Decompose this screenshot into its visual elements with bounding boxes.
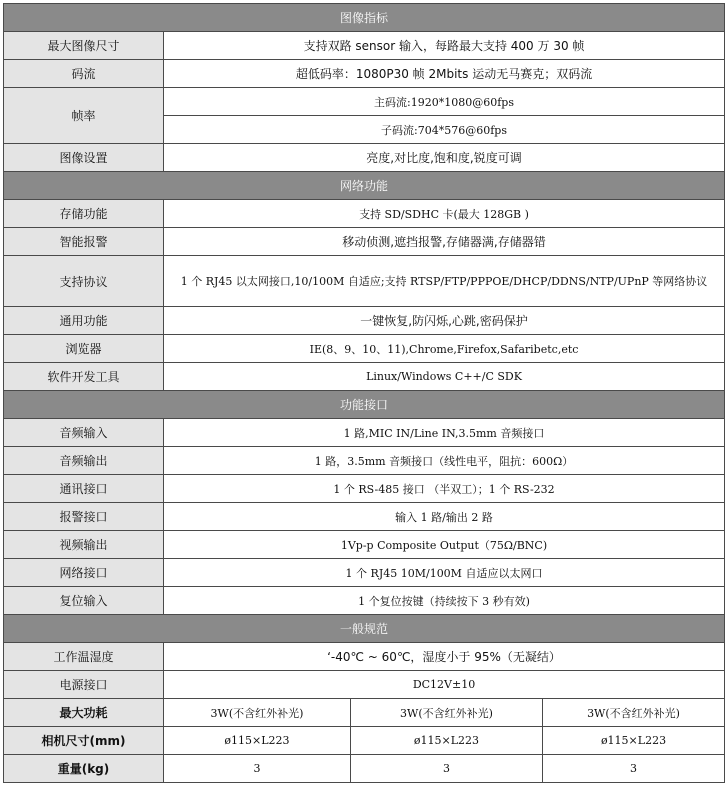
row-value: 1 个复位按键（持续按下 3 秒有效) — [164, 587, 725, 615]
row-value: 3W(不含红外补光) — [351, 699, 543, 727]
table-row — [4, 587, 725, 615]
row-value: 3W(不含红外补光) — [543, 699, 725, 727]
row-label: 音频输出 — [4, 447, 164, 475]
table-row — [4, 363, 725, 391]
table-row — [4, 755, 725, 783]
row-label: 网络接口 — [4, 559, 164, 587]
table-row — [4, 475, 725, 503]
table-row — [4, 643, 725, 671]
section-title: 功能接口 — [4, 391, 725, 419]
row-label: 存储功能 — [4, 200, 164, 228]
row-label: 工作温湿度 — [4, 643, 164, 671]
row-value: ø115×L223 — [164, 727, 351, 755]
spec-table — [3, 3, 725, 783]
row-value: 1 路,MIC IN/Line IN,3.5mm 音频接口 — [164, 419, 725, 447]
table-row — [4, 699, 725, 727]
section-header-row — [4, 391, 725, 419]
row-label: 软件开发工具 — [4, 363, 164, 391]
row-value: ø115×L223 — [351, 727, 543, 755]
row-value: 支持 SD/SDHC 卡(最大 128GB ) — [164, 200, 725, 228]
row-label: 音频输入 — [4, 419, 164, 447]
row-value: 1 个 RJ45 以太网接口,10/100M 自适应;支持 RTSP/FTP/PPPOE/DHCP/DDNS/NTP/UPnP 等网络协议 — [164, 256, 725, 307]
table-row — [4, 200, 725, 228]
row-label: 复位输入 — [4, 587, 164, 615]
row-label: 图像设置 — [4, 144, 164, 172]
row-value: 3W(不含红外补光) — [164, 699, 351, 727]
row-label: 码流 — [4, 60, 164, 88]
row-value: Linux/Windows C++/C SDK — [164, 363, 725, 391]
section-title: 网络功能 — [4, 172, 725, 200]
table-row — [4, 419, 725, 447]
row-label: 重量(kg) — [4, 755, 164, 783]
row-value: 3 — [543, 755, 725, 783]
row-value: 1 个 RS-485 接口 （半双工）；1 个 RS-232 — [164, 475, 725, 503]
row-label: 智能报警 — [4, 228, 164, 256]
row-label: 帧率 — [4, 88, 164, 144]
row-value: 1 路，3.5mm 音频接口（线性电平，阻抗：600Ω） — [164, 447, 725, 475]
row-value: 主码流:1920*1080@60fps — [164, 88, 725, 116]
table-row — [4, 727, 725, 755]
row-value: 输入 1 路/输出 2 路 — [164, 503, 725, 531]
table-row — [4, 531, 725, 559]
table-row — [4, 256, 725, 307]
row-label: 支持协议 — [4, 256, 164, 307]
row-value: ø115×L223 — [543, 727, 725, 755]
row-label: 电源接口 — [4, 671, 164, 699]
row-value: 亮度,对比度,饱和度,锐度可调 — [164, 144, 725, 172]
section-header-row — [4, 615, 725, 643]
row-value: 3 — [351, 755, 543, 783]
row-value: ‘-40℃ ~ 60℃，湿度小于 95%（无凝结） — [164, 643, 725, 671]
row-label: 最大功耗 — [4, 699, 164, 727]
section-title: 一般规范 — [4, 615, 725, 643]
table-row — [4, 144, 725, 172]
row-label: 最大图像尺寸 — [4, 32, 164, 60]
row-value: 3 — [164, 755, 351, 783]
table-row — [4, 447, 725, 475]
row-value: 一键恢复,防闪烁,心跳,密码保护 — [164, 307, 725, 335]
row-value: 1Vp-p Composite Output（75Ω/BNC) — [164, 531, 725, 559]
row-value: DC12V±10 — [164, 671, 725, 699]
table-row — [4, 32, 725, 60]
section-title: 图像指标 — [4, 4, 725, 32]
table-row — [4, 335, 725, 363]
table-row — [4, 88, 725, 116]
row-value: 移动侦测,遮挡报警,存储器满,存储器错 — [164, 228, 725, 256]
row-value: 1 个 RJ45 10M/100M 自适应以太网口 — [164, 559, 725, 587]
table-row — [4, 60, 725, 88]
table-row — [4, 228, 725, 256]
row-label: 相机尺寸(mm) — [4, 727, 164, 755]
table-row — [4, 559, 725, 587]
row-value: 支持双路 sensor 输入，每路最大支持 400 万 30 帧 — [164, 32, 725, 60]
row-label: 通用功能 — [4, 307, 164, 335]
section-header-row — [4, 172, 725, 200]
row-label: 浏览器 — [4, 335, 164, 363]
row-value: 子码流:704*576@60fps — [164, 116, 725, 144]
row-label: 通讯接口 — [4, 475, 164, 503]
row-label: 视频输出 — [4, 531, 164, 559]
table-row — [4, 671, 725, 699]
row-value: IE(8、9、10、11),Chrome,Firefox,Safaribetc,etc — [164, 335, 725, 363]
table-row — [4, 503, 725, 531]
table-row — [4, 307, 725, 335]
row-label: 报警接口 — [4, 503, 164, 531]
section-header-row — [4, 4, 725, 32]
row-value: 超低码率：1080P30 帧 2Mbits 运动无马赛克；双码流 — [164, 60, 725, 88]
